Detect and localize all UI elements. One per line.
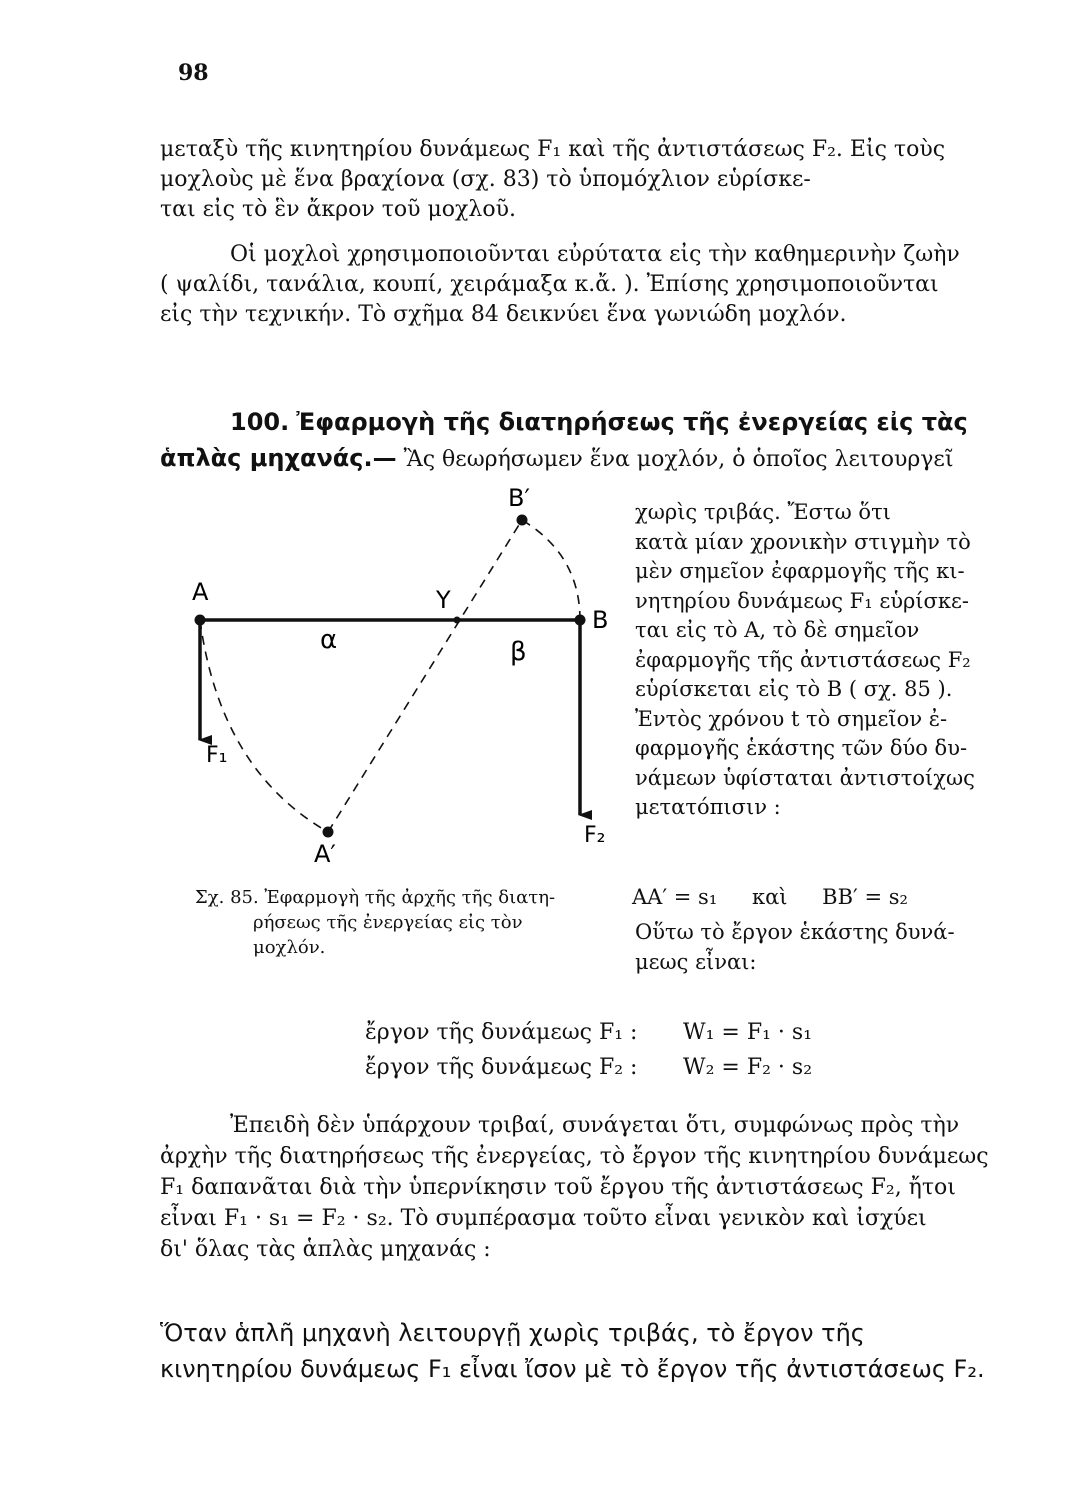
arc-bb-equation: ΒΒ′ = s₂ bbox=[822, 885, 908, 909]
text-line: μεταξὺ τῆς κινητηρίου δυνάμεως F₁ καὶ τῆς ἀντιστάσεως F₂. Εἰς τοὺς bbox=[160, 137, 946, 162]
text-line: ἐφαρμογῆς τῆς ἀντιστάσεως F₂ bbox=[635, 647, 971, 672]
label-a-prime: A′ bbox=[314, 840, 336, 868]
label-f1: F₁ bbox=[206, 743, 228, 768]
point-b-prime bbox=[517, 515, 528, 526]
point-a bbox=[195, 615, 206, 626]
label-y: Y bbox=[436, 586, 451, 614]
caption-line: μοχλόν. bbox=[253, 937, 326, 958]
caption-line: Σχ. 85. Ἐφαρμογὴ τῆς ἀρχῆς τῆς διατη- bbox=[195, 887, 556, 908]
text-line: εἰς τὴν τεχνικήν. Τὸ σχῆμα 84 δεικνύει ἕνα γωνιώδη μοχλόν. bbox=[160, 302, 847, 327]
arc-b-to-b-prime bbox=[522, 520, 580, 620]
label-f2: F₂ bbox=[584, 823, 606, 848]
label-b: B bbox=[592, 606, 609, 634]
section-number: 100. bbox=[230, 408, 290, 436]
right-column-continued bbox=[635, 918, 1025, 977]
text-line: μεως εἶναι: bbox=[635, 949, 757, 974]
text-line: Ὅταν ἁπλῆ μηχανὴ λειτουργῇ χωρὶς τριβάς, τὸ ἔργον τῆς bbox=[160, 1319, 865, 1347]
text-line: μετατόπισιν : bbox=[635, 795, 781, 819]
arc-displacements bbox=[632, 885, 936, 909]
text-line: Ἐπειδὴ δὲν ὑπάρχουν τριβαί, συνάγεται ὅτι, συμφώνως πρὸς τὴν bbox=[230, 1113, 960, 1138]
formula-w1 bbox=[365, 1020, 813, 1045]
and-word: καὶ bbox=[751, 885, 788, 909]
levers-paragraph bbox=[160, 240, 1020, 330]
intro-paragraph bbox=[160, 135, 1020, 225]
section-title: Ἐφαρμογὴ τῆς διατηρήσεως τῆς ἐνεργείας εἰς τὰς bbox=[296, 408, 968, 436]
text-line: Οἱ μοχλοὶ χρησιμοποιοῦνται εὐρύτατα εἰς τὴν καθημερινὴν ζωὴν bbox=[230, 242, 960, 267]
formula-expression: W₁ = F₁ · s₁ bbox=[683, 1020, 813, 1045]
page-number: 98 bbox=[178, 60, 209, 86]
text-line: χωρὶς τριβάς. Ἔστω ὅτι bbox=[635, 500, 891, 524]
text-line: Οὕτω τὸ ἔργον ἑκάστης δυνά- bbox=[635, 920, 955, 944]
label-alpha: α bbox=[320, 625, 338, 655]
formula-label: ἔργον τῆς δυνάμεως F₂ : bbox=[365, 1055, 638, 1080]
text-line: μὲν σημεῖον ἐφαρμογῆς τῆς κι- bbox=[635, 559, 965, 583]
conservation-paragraph bbox=[160, 1110, 1020, 1265]
text-line: F₁ δαπανᾶται διὰ τὴν ὑπερνίκησιν τοῦ ἔργου τῆς ἀντιστάσεως F₂, ἤτοι bbox=[160, 1175, 956, 1200]
figure-caption bbox=[195, 885, 635, 960]
section-body-start: Ἂς θεωρήσωμεν ἕνα μοχλόν, ὁ ὁποῖος λειτουργεῖ bbox=[403, 447, 954, 472]
formula-label: ἔργον τῆς δυνάμεως F₁ : bbox=[365, 1020, 638, 1045]
text-line: Ἐντὸς χρόνου t τὸ σημεῖον ἐ- bbox=[635, 706, 948, 731]
label-a: A bbox=[192, 578, 209, 606]
text-line: κατὰ μίαν χρονικὴν στιγμὴν τὸ bbox=[635, 529, 971, 554]
lever-figure bbox=[180, 470, 620, 870]
text-line: εἶναι F₁ · s₁ = F₂ · s₂. Τὸ συμπέρασμα τοῦτο εἶναι γενικὸν καὶ ἰσχύει bbox=[160, 1206, 927, 1231]
fulcrum-y bbox=[454, 617, 461, 624]
label-b-prime: B′ bbox=[508, 484, 530, 512]
text-line: νητηρίου δυνάμεως F₁ εὑρίσκε- bbox=[635, 588, 969, 613]
point-b bbox=[575, 615, 586, 626]
text-line: ται εἰς τὸ Α, τὸ δὲ σημεῖον bbox=[635, 618, 920, 642]
section-heading-line bbox=[160, 405, 1020, 441]
text-line: ται εἰς τὸ ἓν ἄκρον τοῦ μοχλοῦ. bbox=[160, 197, 516, 222]
text-line: κινητηρίου δυνάμεως F₁ εἶναι ἴσον μὲ τὸ ἔργον τῆς ἀντιστάσεως F₂. bbox=[160, 1355, 985, 1383]
formula-w2 bbox=[365, 1055, 813, 1080]
rotated-lever-dashed bbox=[328, 520, 522, 832]
text-line: ( ψαλίδι, τανάλια, κουπί, χειράμαξα κ.ἄ. ). Ἐπίσης χρησιμοποιοῦνται bbox=[160, 272, 939, 297]
arc-a-to-a-prime bbox=[200, 620, 328, 832]
section-100 bbox=[160, 405, 1020, 477]
formula-expression: W₂ = F₂ · s₂ bbox=[683, 1055, 813, 1080]
text-line: νάμεων ὑφίσταται ἀντιστοίχως bbox=[635, 765, 975, 790]
text-line: δι' ὅλας τὰς ἁπλὰς μηχανάς : bbox=[160, 1237, 491, 1262]
text-line: φαρμογῆς ἑκάστης τῶν δύο δυ- bbox=[635, 736, 968, 760]
caption-line: ρήσεως τῆς ἐνεργείας εἰς τὸν bbox=[253, 912, 523, 933]
text-line: εὑρίσκεται εἰς τὸ Β ( σχ. 85 ). bbox=[635, 677, 953, 701]
right-column-text bbox=[635, 498, 1025, 823]
label-beta: β bbox=[510, 637, 527, 667]
point-a-prime bbox=[323, 827, 334, 838]
section-title-continued: ἁπλὰς μηχανάς.— bbox=[160, 444, 397, 472]
arc-aa-equation: ΑΑ′ = s₁ bbox=[632, 885, 718, 909]
text-line: μοχλοὺς μὲ ἕνα βραχίονα (σχ. 83) τὸ ὑπομόχλιον εὑρίσκε- bbox=[160, 167, 811, 192]
text-line: ἀρχὴν τῆς διατηρήσεως τῆς ἐνεργείας, τὸ ἔργον τῆς κινητηρίου δυνάμεως bbox=[160, 1144, 989, 1169]
conclusion-statement bbox=[160, 1315, 1020, 1387]
